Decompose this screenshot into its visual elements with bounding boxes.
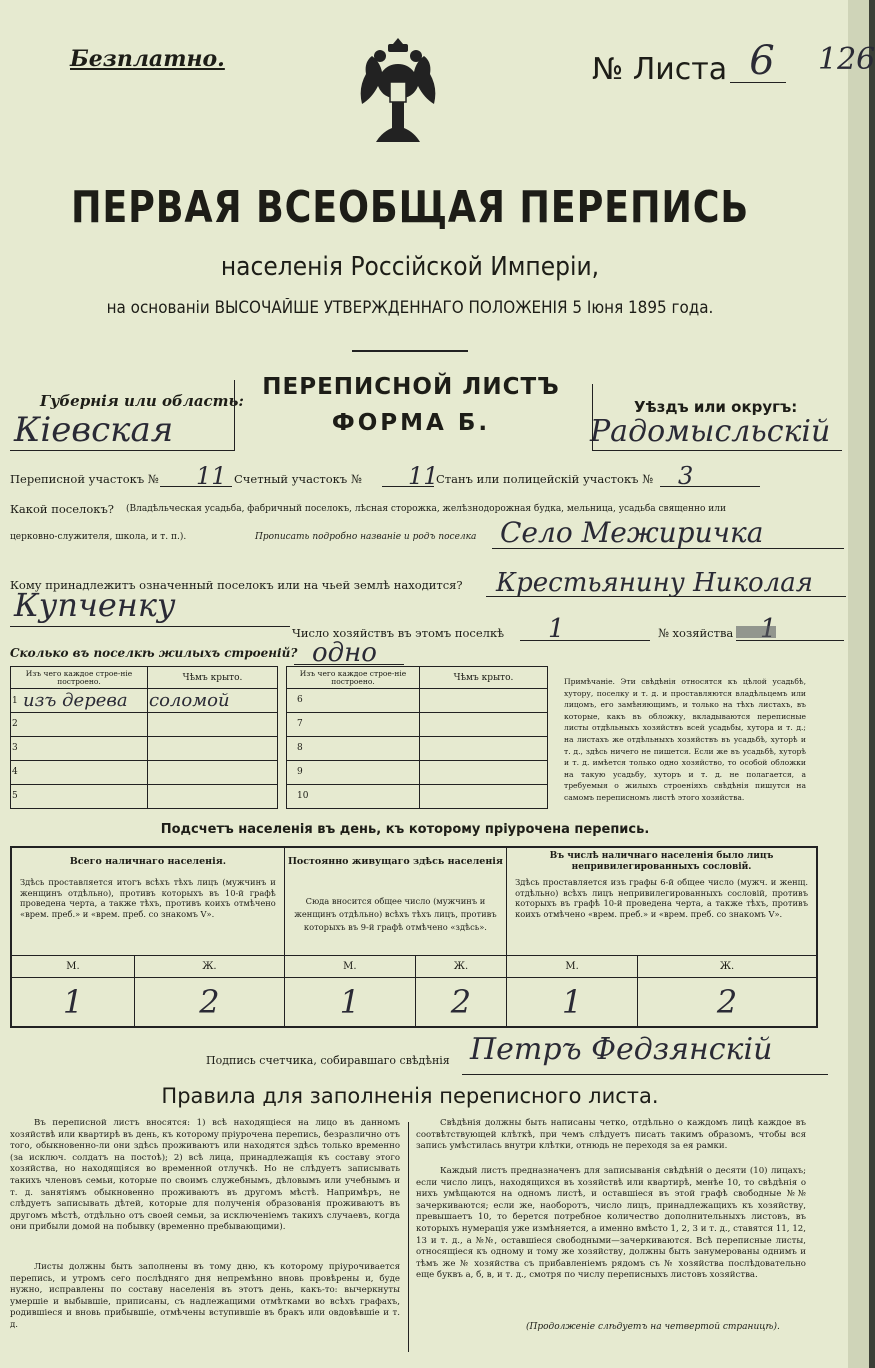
title-subtitle: населенія Россійской Имперіи,	[220, 252, 600, 282]
households-count-value: 1	[548, 614, 565, 644]
uezd-frame	[592, 450, 842, 451]
settlement-line	[492, 548, 844, 549]
sheet-title: ПЕРЕПИСНОЙ ЛИСТЪ	[262, 374, 560, 400]
settlement-hint-3: Прописать подробно названіе и родъ поселка	[255, 532, 477, 542]
count-header-m: М.	[11, 955, 135, 977]
signature-line	[462, 1074, 828, 1075]
count-col1-desc: Здѣсь проставляется итогъ всѣхъ тѣхъ лицъ (мужчинъ и женщинъ отдѣльно), противъ которыхъ въ 10-й графѣ проведена черта, а также тѣхъ, противъ коихъ отмѣчено «врем. преб.» и «врем. преб. со знакомъ V».	[11, 875, 284, 955]
title-decree: на основаніи ВЫСОЧАЙШЕ УТВЕРЖДЕННАГО ПОЛОЖЕНІЯ 5 Іюня 1895 года.	[106, 298, 714, 317]
count-header-m: М.	[284, 955, 415, 977]
row-roof	[420, 689, 548, 713]
table-row	[287, 689, 548, 713]
row-number: 2	[11, 713, 148, 737]
household-number-line	[736, 640, 844, 641]
sheet-number-label: № Листа	[592, 52, 728, 87]
buildings-col-roof: Чѣмъ крыто.	[148, 667, 278, 689]
count-col3-desc: Здѣсь проставляется изъ графы 6-й общее число (мужч. и женщ. отдѣльно) всѣхъ лицъ непривилегированныхъ сословій, противъ которыхъ въ графѣ 10-й проведена черта, а также тѣхъ, противъ коихъ отмѣчено «врем. преб.» и «врем. преб. со знакомъ V».	[507, 875, 817, 955]
table-row	[11, 737, 278, 761]
stan-label: Станъ или полицейскій участокъ №	[436, 472, 653, 486]
count-value-estate-m: 1	[507, 977, 638, 1027]
households-count-label: Число хозяйствъ въ этомъ поселкѣ	[292, 626, 505, 640]
signature-value: Петръ Федзянскій	[470, 1032, 773, 1067]
table-row	[11, 713, 278, 737]
row-roof	[420, 713, 548, 737]
row-roof	[148, 785, 278, 809]
count-col2-title: Постоянно живущаго здѣсь населенія	[284, 847, 506, 875]
gubernia-frame-right	[234, 380, 235, 450]
buildings-col-roof-right: Чѣмъ крыто.	[420, 667, 548, 689]
count-header-zh: Ж.	[415, 955, 506, 977]
rules-divider	[408, 1122, 409, 1352]
count-title: Подсчетъ населенія въ день, къ которому пріурочена перепись.	[160, 822, 650, 837]
gubernia-frame	[10, 450, 235, 451]
count-col3-title: Въ числѣ наличнаго населенія было лицъ непривилегированныхъ сословій.	[507, 847, 817, 875]
sheet-number-line	[730, 82, 786, 83]
census-precinct-line	[160, 486, 232, 487]
count-header-m: М.	[507, 955, 638, 977]
population-count-table	[10, 846, 818, 1028]
row-number: 6	[287, 689, 420, 713]
buildings-table-right	[286, 666, 548, 809]
row-roof	[420, 761, 548, 785]
buildings-line	[294, 664, 404, 665]
signature-label: Подпись счетчика, собиравшаго свѣдѣнія	[206, 1054, 450, 1067]
rules-title: Правила для заполненія переписного листа.	[161, 1084, 659, 1108]
eagle-emblem-icon	[352, 34, 444, 148]
uezd-value: Радомысльскій	[590, 414, 831, 449]
row-number: 8	[287, 737, 420, 761]
buildings-question: Сколько въ поселкѣ жилыхъ строеній?	[10, 646, 298, 660]
counting-precinct-line	[382, 486, 434, 487]
precinct-row	[10, 462, 850, 492]
table-row	[287, 737, 548, 761]
stan-line	[660, 486, 760, 487]
settlement-hint-2: церковно-служителя, школа, и т. п.).	[10, 532, 187, 542]
count-value-resident-zh: 2	[415, 977, 506, 1027]
uezd-label: Уѣздъ или округъ:	[634, 398, 798, 416]
row-roof: соломой	[148, 689, 278, 713]
sheet-number-value: 6	[749, 38, 775, 84]
census-precinct-label: Переписной участокъ №	[10, 472, 159, 486]
table-row	[11, 761, 278, 785]
count-value-total-zh: 2	[135, 977, 285, 1027]
rules-left-p1: Въ переписной листъ вносятся: 1) всѣ находящіеся на лицо въ данномъ хозяйствѣ или квартирѣ въ день, къ которому пріурочена перепись, безразлично отъ того, обыкновенно-ли они здѣсь проживаютъ или находятся здѣсь только временно (за исключ. солдатъ на постоѣ); 2) всѣ лица, принадлежащія къ составу этого хозяйства, но находящіяся во временной отлучкѣ. Но не слѣдуетъ записывать такихъ членовъ семьи, которые по своимъ служебнымъ, дѣловымъ или учебнымъ и т. д. занятіямъ обыкновенно проживаютъ въ другомъ мѣстѣ. Напримѣръ, не слѣдуетъ записывать дѣтей, которые для полученія образованія проживаютъ въ другомъ мѣстѣ, отдѣльно отъ своей семьи, за исключеніемъ такихъ случаевъ, когда они прибыли домой на побывку (временно пребывающими).	[10, 1118, 400, 1233]
table-row	[11, 785, 278, 809]
buildings-value: одно	[312, 638, 377, 668]
row-roof	[148, 737, 278, 761]
owner-value-2: Купченку	[14, 586, 176, 624]
form-title: ФОРМА Б.	[331, 410, 491, 436]
rules-continued: (Продолженіе слѣдуетъ на четвертой страницѣ).	[526, 1322, 780, 1332]
row-number: 7	[287, 713, 420, 737]
owner-line-1	[486, 596, 846, 597]
census-precinct-value: 11	[196, 462, 227, 490]
count-value-resident-m: 1	[284, 977, 415, 1027]
table-row	[287, 785, 548, 809]
count-col2-desc: Сюда вносится общее число (мужчинъ и женщинъ отдѣльно) всѣхъ тѣхъ лицъ, противъ которыхъ въ 9-й графѣ отмѣчено «здѣсь».	[284, 875, 506, 955]
row-roof	[420, 737, 548, 761]
table-row	[11, 689, 278, 713]
owner-value-1: Крестьянину Николая	[496, 568, 813, 598]
row-number: 5	[11, 785, 148, 809]
row-number: 3	[11, 737, 148, 761]
row-number: 10	[287, 785, 420, 809]
rules-left-p2: Листы должны быть заполнены въ тому дню, къ которому пріурочивается перепись, и утромъ сего послѣдняго дня непремѣнно вновь провѣрены и, буде нужно, исправлены по составу населенія въ этотъ день, какъ-то: вычеркнуты умершіе и выбывшіе, приписаны, съ надлежащими отмѣтками во всѣхъ графахъ, родившіеся и вновь прибывшіе, отмѣчены вступившіе въ бракъ или овдовѣвшіе и т. д.	[10, 1262, 400, 1330]
settlement-value: Село Межиричка	[500, 516, 764, 549]
title-main: ПЕРВАЯ ВСЕОБЩАЯ ПЕРЕПИСЬ	[70, 182, 750, 233]
owner-line-2	[10, 626, 290, 627]
stan-value: 3	[678, 462, 694, 490]
uezd-frame-left	[592, 384, 593, 450]
row-roof	[148, 761, 278, 785]
household-number-label: № хозяйства	[658, 626, 734, 640]
settlement-question: Какой поселокъ?	[10, 502, 114, 516]
count-value-estate-zh: 2	[638, 977, 817, 1027]
settlement-hint-1: (Владѣльческая усадьба, фабричный поселокъ, лѣсная сторожка, желѣзнодорожная будка, мельница, усадьба священно или	[126, 504, 726, 514]
count-header-zh: Ж.	[638, 955, 817, 977]
row-roof	[148, 713, 278, 737]
count-value-total-m: 1	[11, 977, 135, 1027]
archive-number: 126	[818, 42, 875, 77]
title-rule	[352, 350, 468, 352]
row-number: 4	[11, 761, 148, 785]
table-row	[287, 761, 548, 785]
buildings-col-material: Изъ чего каждое строе-ніе построено.	[11, 667, 148, 689]
rules-right-p1: Свѣдѣнія должны быть написаны четко, отдѣльно о каждомъ лицѣ каждое въ соотвѣтствующей клѣткѣ, при чемъ слѣдуетъ писать такимъ образомъ, чтобы вся запись умѣстилась внутри клѣтки, отнюдь не переходя за ея рамки.	[416, 1118, 806, 1152]
count-col1-title: Всего наличнаго населенія.	[11, 847, 284, 875]
gubernia-label: Губернія или область:	[40, 392, 244, 410]
buildings-col-material-right: Изъ чего каждое строе-ніе построено.	[287, 667, 420, 689]
row-material: изъ дерева	[23, 690, 128, 711]
gubernia-value: Кіевская	[14, 410, 174, 450]
household-number-scribble	[736, 626, 776, 638]
owner-question: Кому принадлежитъ означенный поселокъ или на чьей землѣ находится?	[10, 578, 463, 592]
counting-precinct-label: Счетный участокъ №	[234, 472, 362, 486]
buildings-note: Примѣчаніе. Эти свѣдѣнія относятся къ цѣлой усадьбѣ, хутору, поселку и т. д. и проставляются владѣльцемъ или лицомъ, его замѣняющимъ, и только на тѣхъ листахъ, въ которые, какъ въ обложку, вкладываются переписные листы отдѣльныхъ хозяйствъ всей усадьбы, хутора и т. д.; на листахъ же отдѣльныхъ хозяйствъ въ усадьбѣ, хуторѣ и т. д., здѣсь ничего не пишется. Если же въ усадьбѣ, хуторѣ и т. д. имѣется только одно хозяйство, то особой обложки на такую усадьбу, хуторъ и т. д. не полагается, а требуемыя о жилыхъ строеніяхъ свѣдѣнія пишутся на самомъ переписномъ листѣ этого хозяйства.	[564, 677, 806, 802]
table-row	[287, 713, 548, 737]
count-header-zh: Ж.	[135, 955, 285, 977]
counting-precinct-value: 11	[408, 462, 439, 490]
households-count-line	[520, 640, 650, 641]
rules-right-p2: Каждый листъ предназначенъ для записыванія свѣдѣній о десяти (10) лицахъ; если число лицъ, находящихся въ хозяйствѣ или квартирѣ, менѣе 10, то свѣдѣнія о нихъ умѣщаются на одномъ листѣ, и оставшіеся въ этой графѣ свободные №№ зачеркиваются; если же, наоборотъ, число лицъ, принадлежащихъ къ хозяйству, превышаетъ 10, то берется потребное количество дополнительныхъ листовъ, въ которыхъ нумерація уже измѣняется, а именно вмѣсто 1, 2, 3 и т. д., ставятся 11, 12, 13 и т. д., а №№, оставшіеся свободными—зачеркиваются. Всѣ переписные листы, относящіеся къ одному и тому же хозяйству, должны быть занумерованы однимъ и тѣмъ же № хозяйства съ прибавленіемъ рядомъ съ № хозяйства послѣдовательно еще буквъ а, б, в, и т. д., смотря по числу переписныхъ листовъ хозяйства.	[416, 1166, 806, 1281]
row-number: 9	[287, 761, 420, 785]
free-label: Безплатно.	[70, 46, 225, 72]
buildings-table-left	[10, 666, 278, 809]
page-edge	[848, 0, 869, 1368]
row-roof	[420, 785, 548, 809]
row-number: 1	[12, 695, 18, 706]
